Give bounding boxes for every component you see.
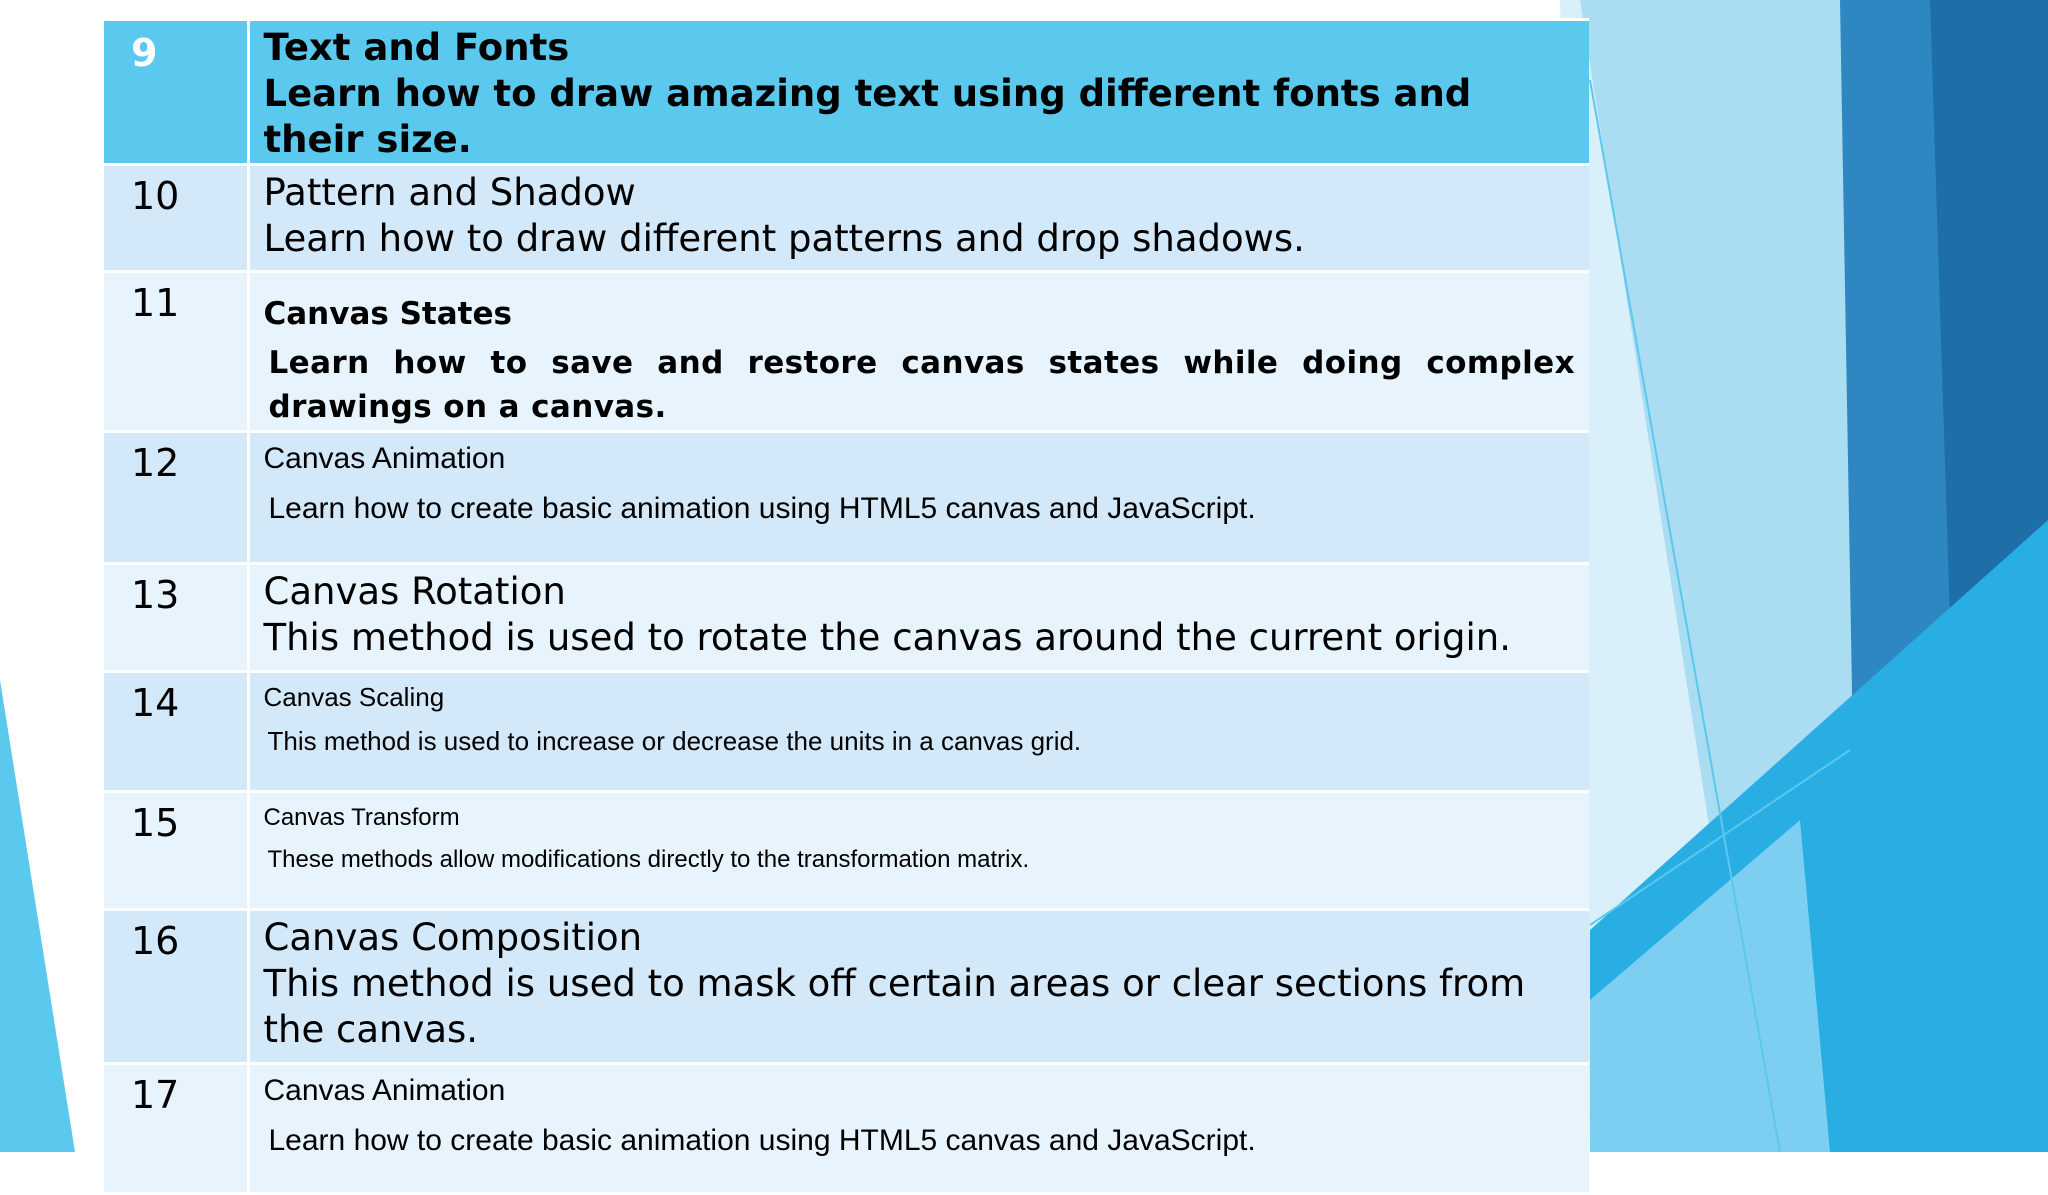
row-content [248, 20, 1589, 165]
row-number: 9 [104, 20, 248, 165]
topic-title: Pattern and Shadow [263, 171, 636, 214]
table-row [104, 165, 1589, 272]
row-number: 11 [104, 272, 248, 432]
table-row [104, 272, 1589, 432]
row-number: 14 [104, 672, 248, 792]
row-content [248, 910, 1589, 1064]
topic-title: Canvas States [263, 296, 512, 332]
row-content [248, 672, 1589, 792]
row-number: 15 [104, 792, 248, 910]
row-number: 13 [104, 564, 248, 672]
table-row [104, 792, 1589, 910]
topic-description: Learn how to draw different patterns and drop shadows. [263, 217, 1305, 260]
row-number: 12 [104, 432, 248, 564]
table-row [104, 672, 1589, 792]
table-row [104, 910, 1589, 1064]
topic-description: Learn how to draw amazing text using different fonts and their size. [263, 72, 1472, 161]
topic-title: Canvas Rotation [263, 570, 566, 613]
topic-title: Canvas Scaling [263, 682, 445, 712]
table-row [104, 564, 1589, 672]
row-number: 10 [104, 165, 248, 272]
topic-title: Canvas Animation [263, 442, 506, 475]
topic-description: This method is used to mask off certain areas or clear sections from the canvas. [263, 962, 1526, 1051]
topic-title: Text and Fonts [263, 26, 570, 69]
topic-description: This method is used to rotate the canvas around the current origin. [263, 616, 1511, 659]
bg-facet-left [0, 680, 75, 1152]
row-content [248, 165, 1589, 272]
row-content [248, 564, 1589, 672]
topic-description: This method is used to increase or decrease the units in a canvas grid. [267, 726, 1082, 756]
topic-description: Learn how to save and restore canvas states while doing complex drawings on a canvas. [268, 345, 1575, 425]
topic-description: These methods allow modifications directly to the transformation matrix. [267, 846, 1030, 873]
topic-description: Learn how to create basic animation using HTML5 canvas and JavaScript. [268, 1124, 1256, 1157]
table-row [104, 1064, 1589, 1194]
topics-table [104, 18, 1589, 1195]
table-row [104, 20, 1589, 165]
table-row [104, 432, 1589, 564]
row-content [248, 432, 1589, 564]
row-number: 16 [104, 910, 248, 1064]
topic-description: Learn how to create basic animation using HTML5 canvas and JavaScript. [268, 492, 1256, 525]
row-content [248, 1064, 1589, 1194]
row-content [248, 272, 1589, 432]
row-content [248, 792, 1589, 910]
topic-title: Canvas Composition [263, 916, 643, 959]
topic-title: Canvas Animation [263, 1074, 506, 1107]
row-number: 17 [104, 1064, 248, 1194]
topic-title: Canvas Transform [263, 804, 460, 831]
